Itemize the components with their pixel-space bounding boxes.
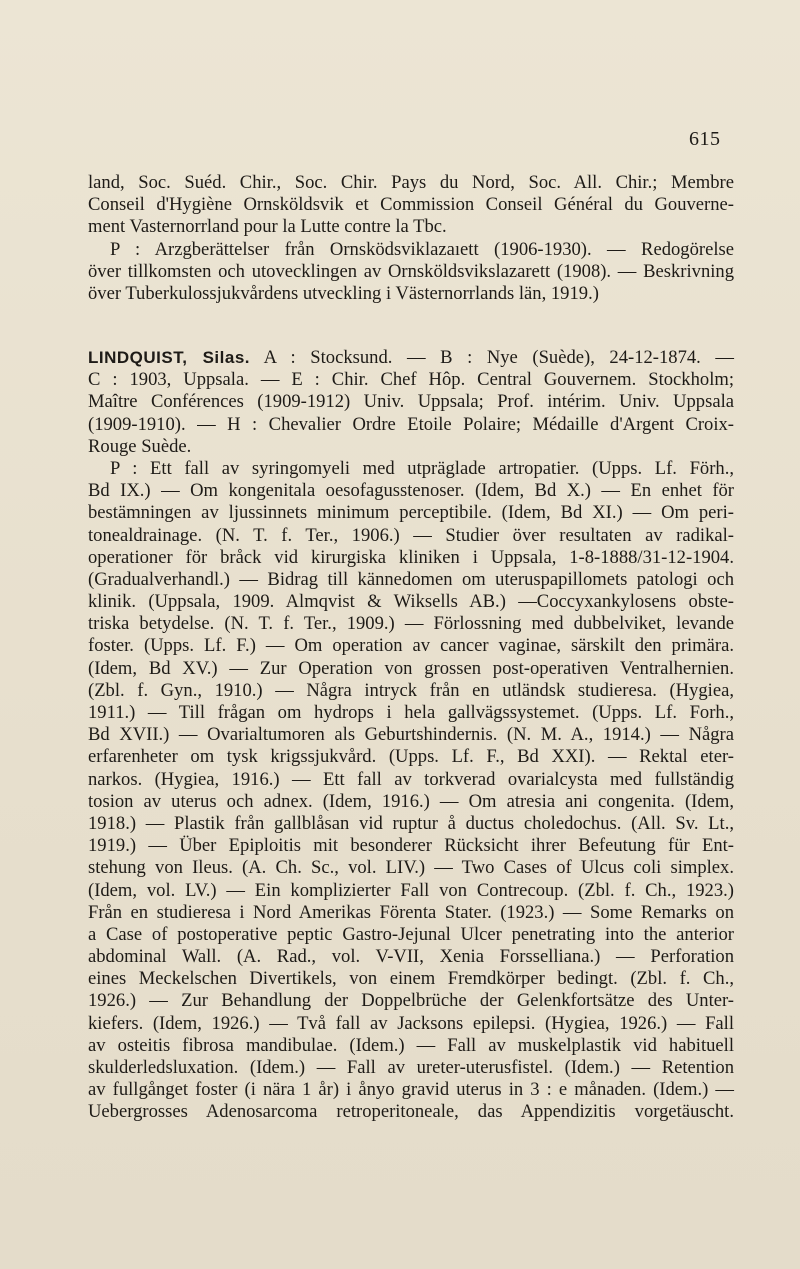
publication-line: 1911.) — Till frågan om hydrops i hela gallvägssystemet. (Upps. Lf. Forh., [88, 702, 734, 723]
bio-line: Rouge Suède. [88, 435, 192, 457]
entry-heading-rest: A : Stocksund. — B : Nye (Suède), 24-12-1874. — [263, 347, 734, 368]
text-line: Conseil d'Hygiène Ornsköldsvik et Commission Conseil Général du Gouverne- [88, 194, 734, 216]
publication-line: triska betydelse. (N. T. f. Ter., 1909.) — Förlossning med dubbelviket, levande [88, 613, 734, 635]
publication-line: av fullgånget foster (i nära 1 år) i ånyo gravid uterus in 3 : e månaden. (Idem.) — [88, 1079, 734, 1101]
publication-line: bestämningen av ljussinnets minimum perceptibile. (Idem, Bd XI.) — Om peri- [88, 502, 734, 524]
publication-line: Från en studieresa i Nord Amerikas Förenta Stater. (1923.) — Some Remarks on [88, 901, 734, 923]
publication-line: Bd XVII.) — Ovarialtumoren als Geburtshindernis. (N. M. A., 1914.) — Några [88, 724, 734, 746]
publication-line: narkos. (Hygiea, 1916.) — Ett fall av torkverad ovarialcysta med fullständig [88, 768, 734, 790]
publication-line: (Gradualverhandl.) — Bidrag till kännedomen om uteruspapillomets patologi och [88, 568, 734, 590]
publication-line: 1918.) — Plastik från gallblåsan vid ruptur å ductus choledochus. (All. Sv. Lt., [88, 812, 734, 834]
publication-line: tonealdrainage. (N. T. f. Ter., 1906.) — Studier över resultaten av radikal- [88, 524, 734, 546]
text-line: P : Arzgberättelser från Ornsködsviklazaıett (1906-1930). — Redogörelse [110, 238, 734, 260]
publication-line: a Case of postoperative peptic Gastro-Jejunal Ulcer penetrating into the anterior [88, 923, 734, 945]
publication-line: (Idem, Bd XV.) — Zur Operation von grossen post-operativen Ventralhernien. [88, 657, 734, 679]
publication-line: (Idem, vol. LV.) — Ein komplizierter Fall von Contrecoup. (Zbl. f. Ch., 1923.) [88, 879, 734, 901]
publication-line: Bd IX.) — Om kongenitala oesofagusstenoser. (Idem, Bd X.) — En enhet för [88, 480, 734, 502]
bio-line: C : 1903, Uppsala. — E : Chir. Chef Hôp. Central Gouvernem. Stockholm; [88, 369, 734, 391]
publication-line: operationer för bråck vid kirurgiska kliniken i Uppsala, 1-8-1888/31-12-1904. [88, 546, 734, 568]
publication-line: 1926.) — Zur Behandlung der Doppelbrüche der Gelenkfortsätze des Unter- [88, 990, 734, 1012]
entry-name: LINDQUIST, Silas. [88, 348, 251, 367]
publication-line: klinik. (Uppsala, 1909. Almqvist & Wiksells AB.) —Coccyxankylosens obste- [88, 591, 734, 613]
page-number: 615 [689, 128, 721, 150]
publication-line: P : Ett fall av syringomyeli med utpräglade artropatier. (Upps. Lf. Förh., [110, 457, 734, 479]
publication-line: av osteitis fibrosa mandibulae. (Idem.) — Fall av muskelplastik vid habituell [88, 1034, 734, 1056]
publication-line: Uebergrosses Adenosarcoma retroperitoneale, das Appendizitis vorgetäuscht. [88, 1101, 734, 1123]
publication-line: 1919.) — Über Epiploitis mit besonderer Rücksicht ihrer Befeutung für Ent- [88, 835, 734, 857]
publication-line: erfarenheter om tysk krigssjukvård. (Upps. Lf. F., Bd XXI). — Rektal eter- [88, 746, 734, 768]
bio-line: (1909-1910). — H : Chevalier Ordre Etoile Polaire; Médaille d'Argent Croix- [88, 413, 734, 435]
text-line: över Tuberkulossjukvårdens utveckling i Västernorrlands län, 1919.) [88, 282, 599, 304]
publication-line: stehung von Ileus. (A. Ch. Sc., vol. LIV.) — Two Cases of Ulcus coli simplex. [88, 857, 734, 879]
publication-line: eines Meckelschen Divertikels, von einem Fremdkörper bedingt. (Zbl. f. Ch., [88, 968, 734, 990]
text-line: ment Vasternorrland pour la Lutte contre la Tbc. [88, 216, 447, 238]
bio-line: Maître Conférences (1909-1912) Univ. Uppsala; Prof. intérim. Univ. Uppsala [88, 391, 734, 413]
text-line: över tillkomsten och utovecklingen av Ornsköldsvikslazarett (1908). — Beskrivning [88, 260, 734, 282]
entry-heading-line [88, 347, 734, 369]
publication-line: kiefers. (Idem, 1926.) — Två fall av Jacksons epilepsi. (Hygiea, 1926.) — Fall [88, 1012, 734, 1034]
publication-line: skulderledsluxation. (Idem.) — Fall av ureter-uterusfistel. (Idem.) — Retention [88, 1057, 734, 1078]
previous-entry-continuation [88, 172, 734, 305]
biographical-entry [88, 347, 734, 1124]
publication-line: (Zbl. f. Gyn., 1910.) — Några intryck från en utländsk studieresa. (Hygiea, [88, 679, 734, 701]
text-line: land, Soc. Suéd. Chir., Soc. Chir. Pays du Nord, Soc. All. Chir.; Membre [88, 172, 734, 193]
publication-line: abdominal Wall. (A. Rad., vol. V-VII, Xenia Forsselliana.) — Perforation [88, 946, 734, 968]
publication-line: tosion av uterus och adnex. (Idem, 1916.) — Om atresia ani congenita. (Idem, [88, 790, 734, 812]
publication-line: foster. (Upps. Lf. F.) — Om operation av cancer vaginae, särskilt den primära. [88, 635, 734, 657]
